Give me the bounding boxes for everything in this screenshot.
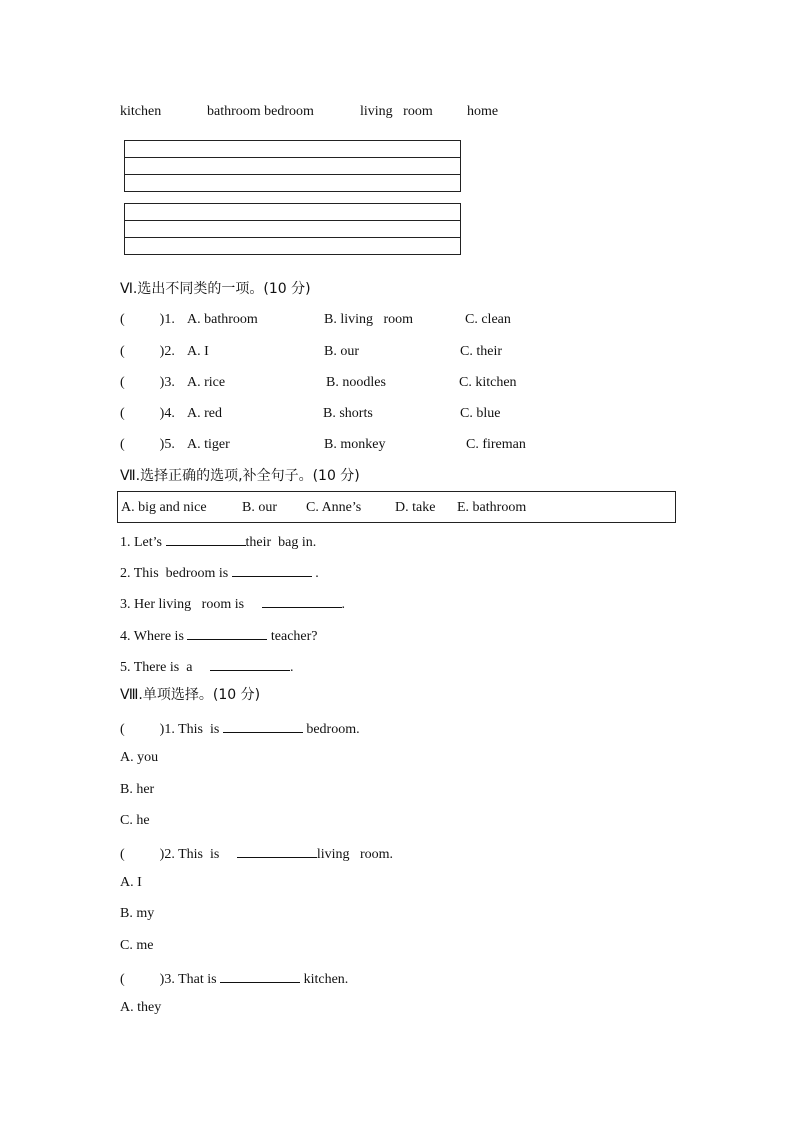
- s8-q3-option-a[interactable]: A. they: [120, 1000, 162, 1015]
- section8-title: Ⅷ.单项选择。(10 分): [120, 687, 261, 703]
- s6-q2-c: C. their: [460, 344, 502, 359]
- s8-q3-pre: ( )3. That is: [120, 972, 221, 987]
- s7-s4-pre: 4. Where is: [120, 629, 188, 644]
- s8-q2-post: living room.: [316, 847, 394, 862]
- s6-q4-a: A. red: [187, 406, 222, 421]
- s8-q1-option-c[interactable]: C. he: [120, 813, 150, 828]
- s7-s2-pre: 2. This bedroom is: [120, 566, 232, 581]
- s7-s1-post: their bag in.: [245, 535, 317, 550]
- s6-q5-b: B. monkey: [324, 437, 386, 452]
- s8-q1-post: bedroom.: [302, 722, 360, 737]
- word-kitchen: kitchen: [120, 104, 162, 119]
- option-d: D. take: [395, 500, 436, 515]
- s8-q2-option-a[interactable]: A. I: [120, 875, 142, 890]
- s7-sentence-5: [120, 656, 293, 677]
- section7-title: Ⅶ.选择正确的选项,补全句子。(10 分): [120, 468, 360, 484]
- answer-blank[interactable]: [166, 531, 246, 546]
- s6-q3-a: A. rice: [187, 375, 226, 390]
- s6-q1-bracket[interactable]: ( )1.: [120, 312, 175, 327]
- option-b: B. our: [242, 500, 277, 515]
- s6-q5-c: C. fireman: [466, 437, 526, 452]
- s6-q1-a: A. bathroom: [187, 312, 258, 327]
- option-e: E. bathroom: [457, 500, 527, 515]
- word-bathroom-bedroom: bathroom bedroom: [207, 104, 314, 119]
- s8-q1-option-a[interactable]: A. you: [120, 750, 159, 765]
- option-a: A. big and nice: [121, 500, 207, 515]
- s8-q2: [120, 843, 393, 864]
- answer-blank[interactable]: [220, 968, 300, 983]
- s6-q3-b: B. noodles: [326, 375, 386, 390]
- section6-title: Ⅵ.选出不同类的一项。(10 分): [120, 281, 311, 297]
- s6-q1-c: C. clean: [465, 312, 511, 327]
- s8-q1-pre: ( )1. This is: [120, 722, 223, 737]
- s7-sentence-1: [120, 531, 316, 552]
- s6-q4-b: B. shorts: [323, 406, 373, 421]
- s8-q2-option-b[interactable]: B. my: [120, 906, 155, 921]
- s6-q3-c: C. kitchen: [459, 375, 517, 390]
- s7-s2-post: .: [311, 566, 319, 581]
- s8-q3: [120, 968, 348, 989]
- s7-sentence-3: [120, 593, 345, 614]
- s7-s4-post: teacher?: [267, 629, 318, 644]
- s7-sentence-4: [120, 625, 318, 646]
- s8-q2-pre: ( )2. This is: [120, 847, 237, 862]
- s7-s3-post: .: [341, 597, 346, 612]
- s7-s1-pre: 1. Let’s: [120, 535, 166, 550]
- answer-blank[interactable]: [223, 718, 303, 733]
- s6-q3-bracket[interactable]: ( )3.: [120, 375, 175, 390]
- s6-q1-b: B. living room: [324, 312, 414, 327]
- writing-lines-1[interactable]: [124, 140, 461, 192]
- answer-blank[interactable]: [262, 593, 342, 608]
- option-c: C. Anne’s: [306, 500, 362, 515]
- s8-q2-option-c[interactable]: C. me: [120, 938, 154, 953]
- answer-blank[interactable]: [232, 562, 312, 577]
- word-home: home: [467, 104, 499, 119]
- s7-s5-pre: 5. There is a: [120, 660, 210, 675]
- s6-q2-a: A. I: [187, 344, 209, 359]
- s6-q5-bracket[interactable]: ( )5.: [120, 437, 175, 452]
- s6-q2-b: B. our: [324, 344, 359, 359]
- s6-q2-bracket[interactable]: ( )2.: [120, 344, 175, 359]
- s6-q5-a: A. tiger: [187, 437, 230, 452]
- s8-q1: [120, 718, 360, 739]
- s7-s3-pre: 3. Her living room is: [120, 597, 262, 612]
- writing-lines-2[interactable]: [124, 203, 461, 255]
- s6-q4-bracket[interactable]: ( )4.: [120, 406, 175, 421]
- answer-blank[interactable]: [210, 656, 290, 671]
- answer-blank[interactable]: [187, 625, 267, 640]
- s8-q3-post: kitchen.: [300, 972, 349, 987]
- s6-q4-c: C. blue: [460, 406, 501, 421]
- s8-q1-option-b[interactable]: B. her: [120, 782, 155, 797]
- s7-sentence-2: [120, 562, 319, 583]
- answer-blank[interactable]: [237, 843, 317, 858]
- s7-s5-post: .: [289, 660, 294, 675]
- word-living-room: living room: [360, 104, 433, 119]
